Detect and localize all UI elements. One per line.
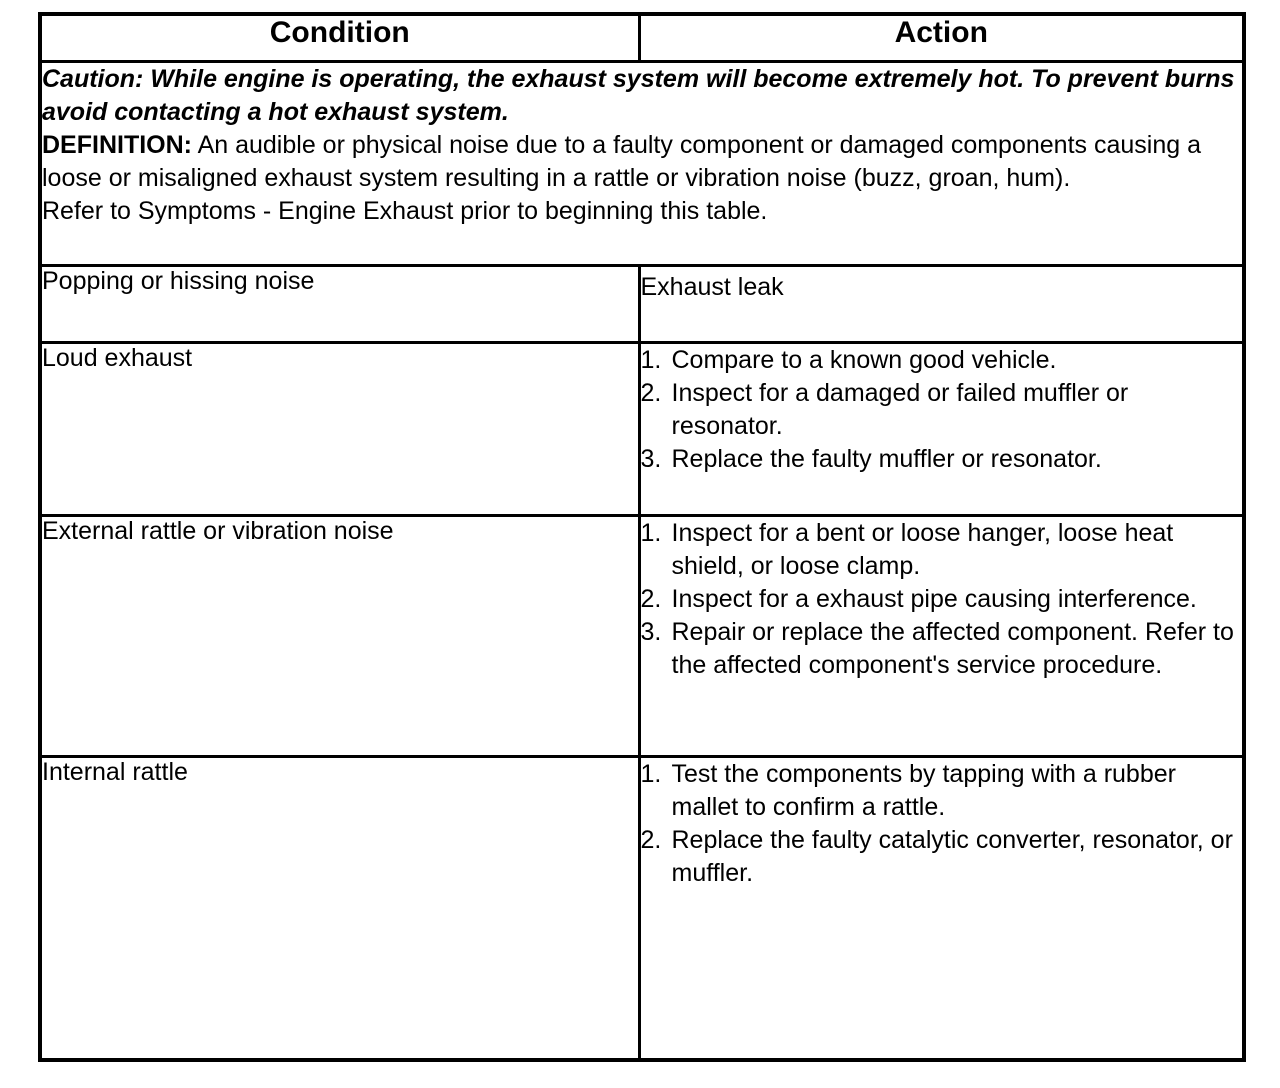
action-steps <box>641 517 1243 682</box>
step-item <box>641 616 1243 682</box>
diagnostic-table <box>38 12 1246 1062</box>
step-item <box>641 758 1243 824</box>
step-number: 2. <box>640 378 662 407</box>
condition-header: Condition <box>40 14 639 62</box>
step-number: 2. <box>640 584 662 613</box>
step-number: 1. <box>640 759 662 788</box>
action-header: Action <box>639 14 1244 62</box>
action-cell <box>639 342 1244 515</box>
step-number: 1. <box>640 345 662 374</box>
action-cell <box>639 756 1244 1060</box>
step-text: Repair or replace the affected component. Refer to the affected component's service procedure. <box>671 617 1234 679</box>
header-row <box>40 14 1244 62</box>
refer-text: Refer to Symptoms - Engine Exhaust prior to beginning this table. <box>42 197 768 226</box>
condition-cell: External rattle or vibration noise <box>40 515 639 756</box>
definition-paragraph <box>42 129 1242 195</box>
step-item <box>641 443 1243 476</box>
condition-cell: Internal rattle <box>40 756 639 1060</box>
step-number: 2. <box>640 825 662 854</box>
step-text: Inspect for a exhaust pipe causing interference. <box>671 584 1197 613</box>
step-number: 1. <box>640 518 662 547</box>
caution-text: Caution: While engine is operating, the exhaust system will become extremely hot. To prevent burns avoid contacting a hot exhaust system. <box>42 65 1235 127</box>
step-item <box>641 517 1243 583</box>
intro-cell <box>40 62 1244 266</box>
step-text: Inspect for a bent or loose hanger, loose heat shield, or loose clamp. <box>671 518 1174 580</box>
step-item <box>641 344 1243 377</box>
action-steps <box>641 344 1243 476</box>
step-item <box>641 377 1243 443</box>
step-number: 3. <box>640 444 662 473</box>
intro-row <box>40 62 1244 266</box>
condition-cell: Loud exhaust <box>40 342 639 515</box>
condition-cell: Popping or hissing noise <box>40 266 639 342</box>
step-text: Compare to a known good vehicle. <box>671 345 1057 374</box>
table-row <box>40 342 1244 515</box>
step-item <box>641 583 1243 616</box>
action-cell <box>639 515 1244 756</box>
step-text: Test the components by tapping with a rubber mallet to confirm a rattle. <box>671 759 1176 821</box>
step-item <box>641 824 1243 890</box>
table-row <box>40 515 1244 756</box>
table-row <box>40 756 1244 1060</box>
step-text: Inspect for a damaged or failed muffler or resonator. <box>671 378 1129 440</box>
step-text: Replace the faulty muffler or resonator. <box>671 444 1102 473</box>
definition-label: DEFINITION: <box>42 131 192 160</box>
step-number: 3. <box>640 617 662 646</box>
action-steps <box>641 758 1243 890</box>
action-cell: Exhaust leak <box>639 266 1244 342</box>
definition-text: An audible or physical noise due to a faulty component or damaged components causing a loose or misaligned exhaust system resulting in a rattle or vibration noise (buzz, groan, hum). <box>42 131 1201 193</box>
step-text: Replace the faulty catalytic converter, resonator, or muffler. <box>671 825 1233 887</box>
table-row <box>40 266 1244 342</box>
